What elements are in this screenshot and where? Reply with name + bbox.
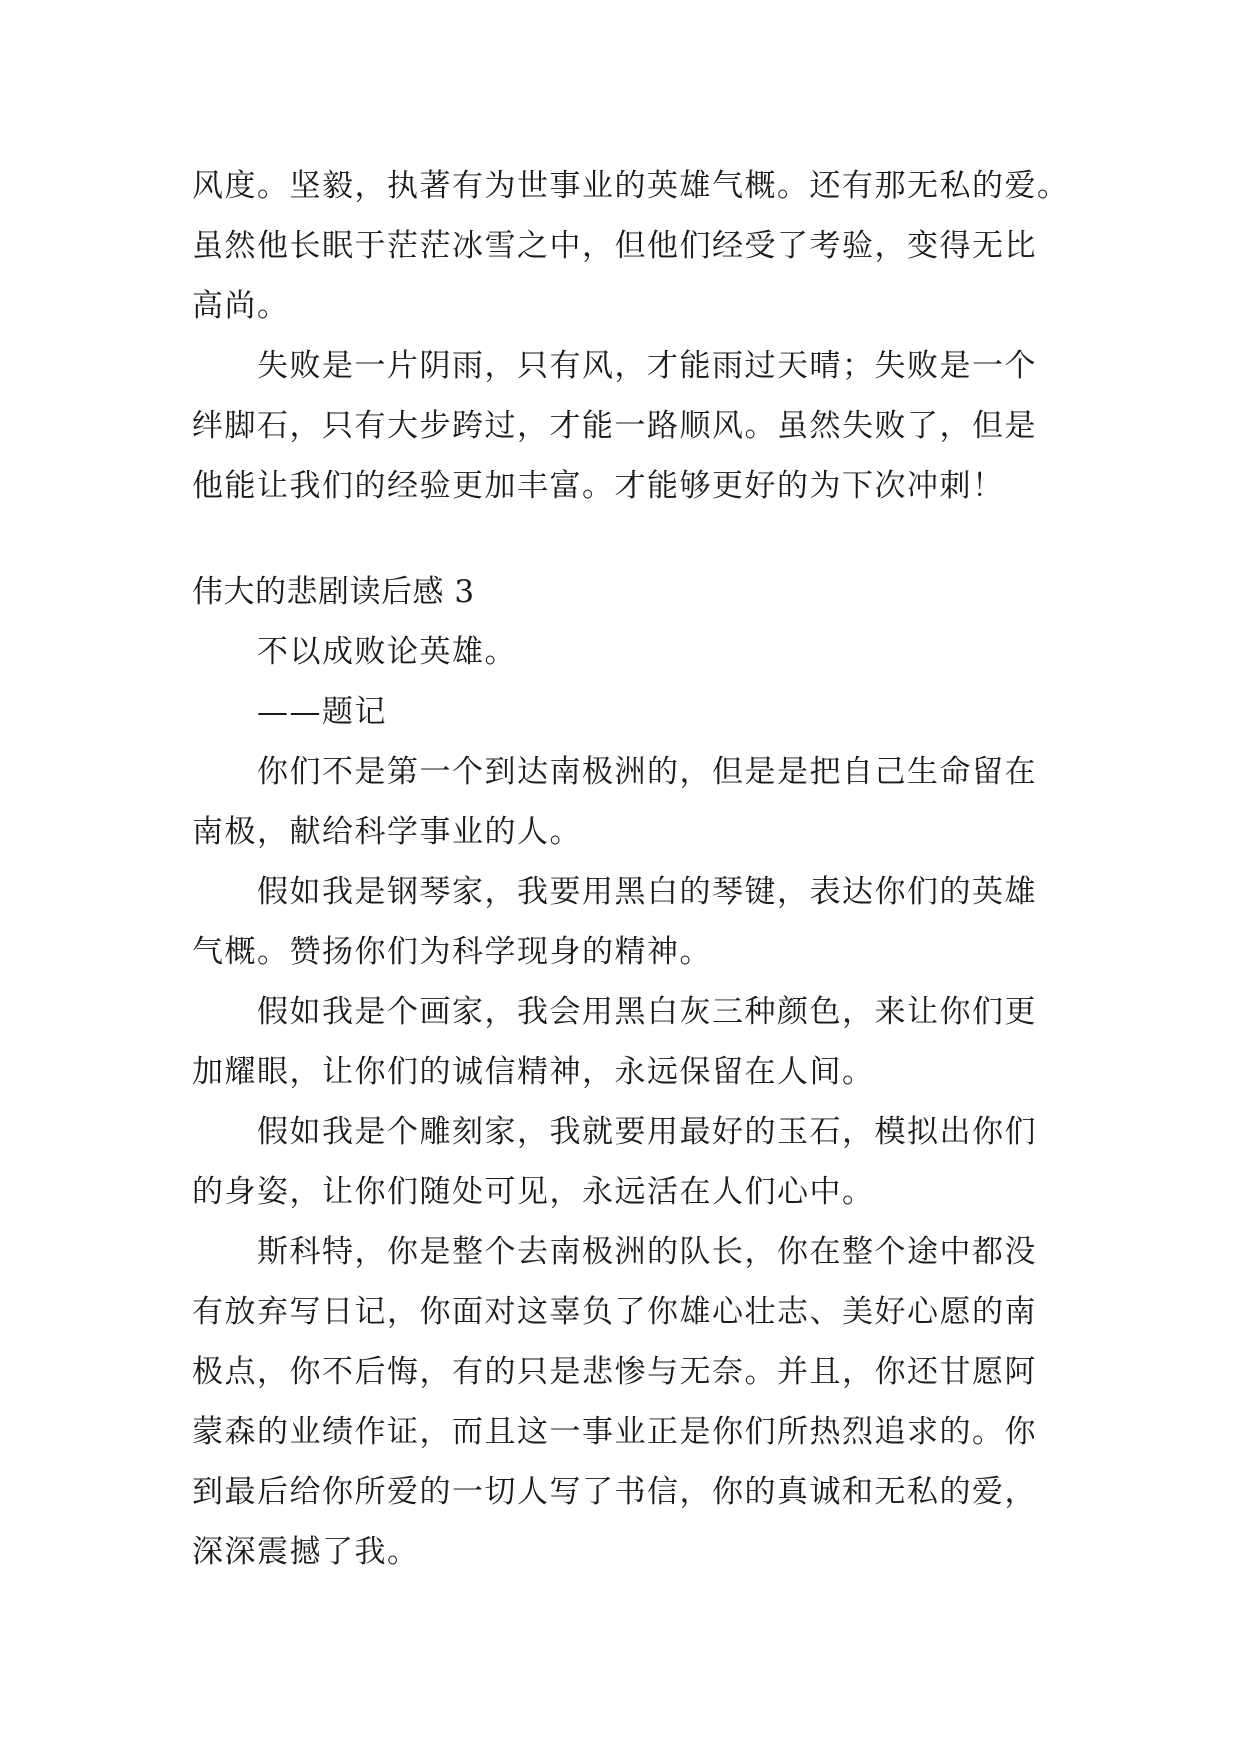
paragraph-line: 南极，献给科学事业的人。 — [192, 814, 582, 850]
epigraph-attribution: ——题记 — [257, 694, 387, 730]
section-heading: 伟大的悲剧读后感 3 — [192, 574, 475, 610]
paragraph-line: 失败是一片阴雨，只有风，才能雨过天晴；失败是一个 — [257, 348, 1037, 384]
epigraph-line: 不以成败论英雄。 — [257, 634, 517, 670]
paragraph-line: 高尚。 — [192, 288, 290, 324]
paragraph-line: 绊脚石，只有大步跨过，才能一路顺风。虽然失败了，但是 — [192, 408, 1037, 444]
paragraph-line: 气概。赞扬你们为科学现身的精神。 — [192, 934, 712, 970]
paragraph-line: 斯科特，你是整个去南极洲的队长，你在整个途中都没 — [257, 1234, 1037, 1270]
paragraph-line: 加耀眼，让你们的诚信精神，永远保留在人间。 — [192, 1054, 875, 1090]
paragraph-line: 的身姿，让你们随处可见，永远活在人们心中。 — [192, 1174, 875, 1210]
paragraph-line: 你们不是第一个到达南极洲的，但是是把自己生命留在 — [257, 754, 1037, 790]
paragraph-line: 到最后给你所爱的一切人写了书信，你的真诚和无私的爱， — [192, 1474, 1037, 1510]
paragraph-line: 假如我是个画家，我会用黑白灰三种颜色，来让你们更 — [257, 994, 1037, 1030]
paragraph-line: 有放弃写日记，你面对这辜负了你雄心壮志、美好心愿的南 — [192, 1294, 1037, 1330]
paragraph-line: 风度。坚毅，执著有为世事业的英雄气概。还有那无私的爱。 — [192, 168, 1070, 204]
paragraph-line: 假如我是个雕刻家，我就要用最好的玉石，模拟出你们 — [257, 1114, 1037, 1150]
paragraph-line: 虽然他长眠于茫茫冰雪之中，但他们经受了考验，变得无比 — [192, 228, 1037, 264]
paragraph-line: 蒙森的业绩作证，而且这一事业正是你们所热烈追求的。你 — [192, 1414, 1037, 1450]
paragraph-line: 假如我是钢琴家，我要用黑白的琴键，表达你们的英雄 — [257, 874, 1037, 910]
paragraph-line: 他能让我们的经验更加丰富。才能够更好的为下次冲刺！ — [192, 468, 1005, 504]
paragraph-line: 极点，你不后悔，有的只是悲惨与无奈。并且，你还甘愿阿 — [192, 1354, 1037, 1390]
paragraph-line: 深深震撼了我。 — [192, 1534, 420, 1570]
